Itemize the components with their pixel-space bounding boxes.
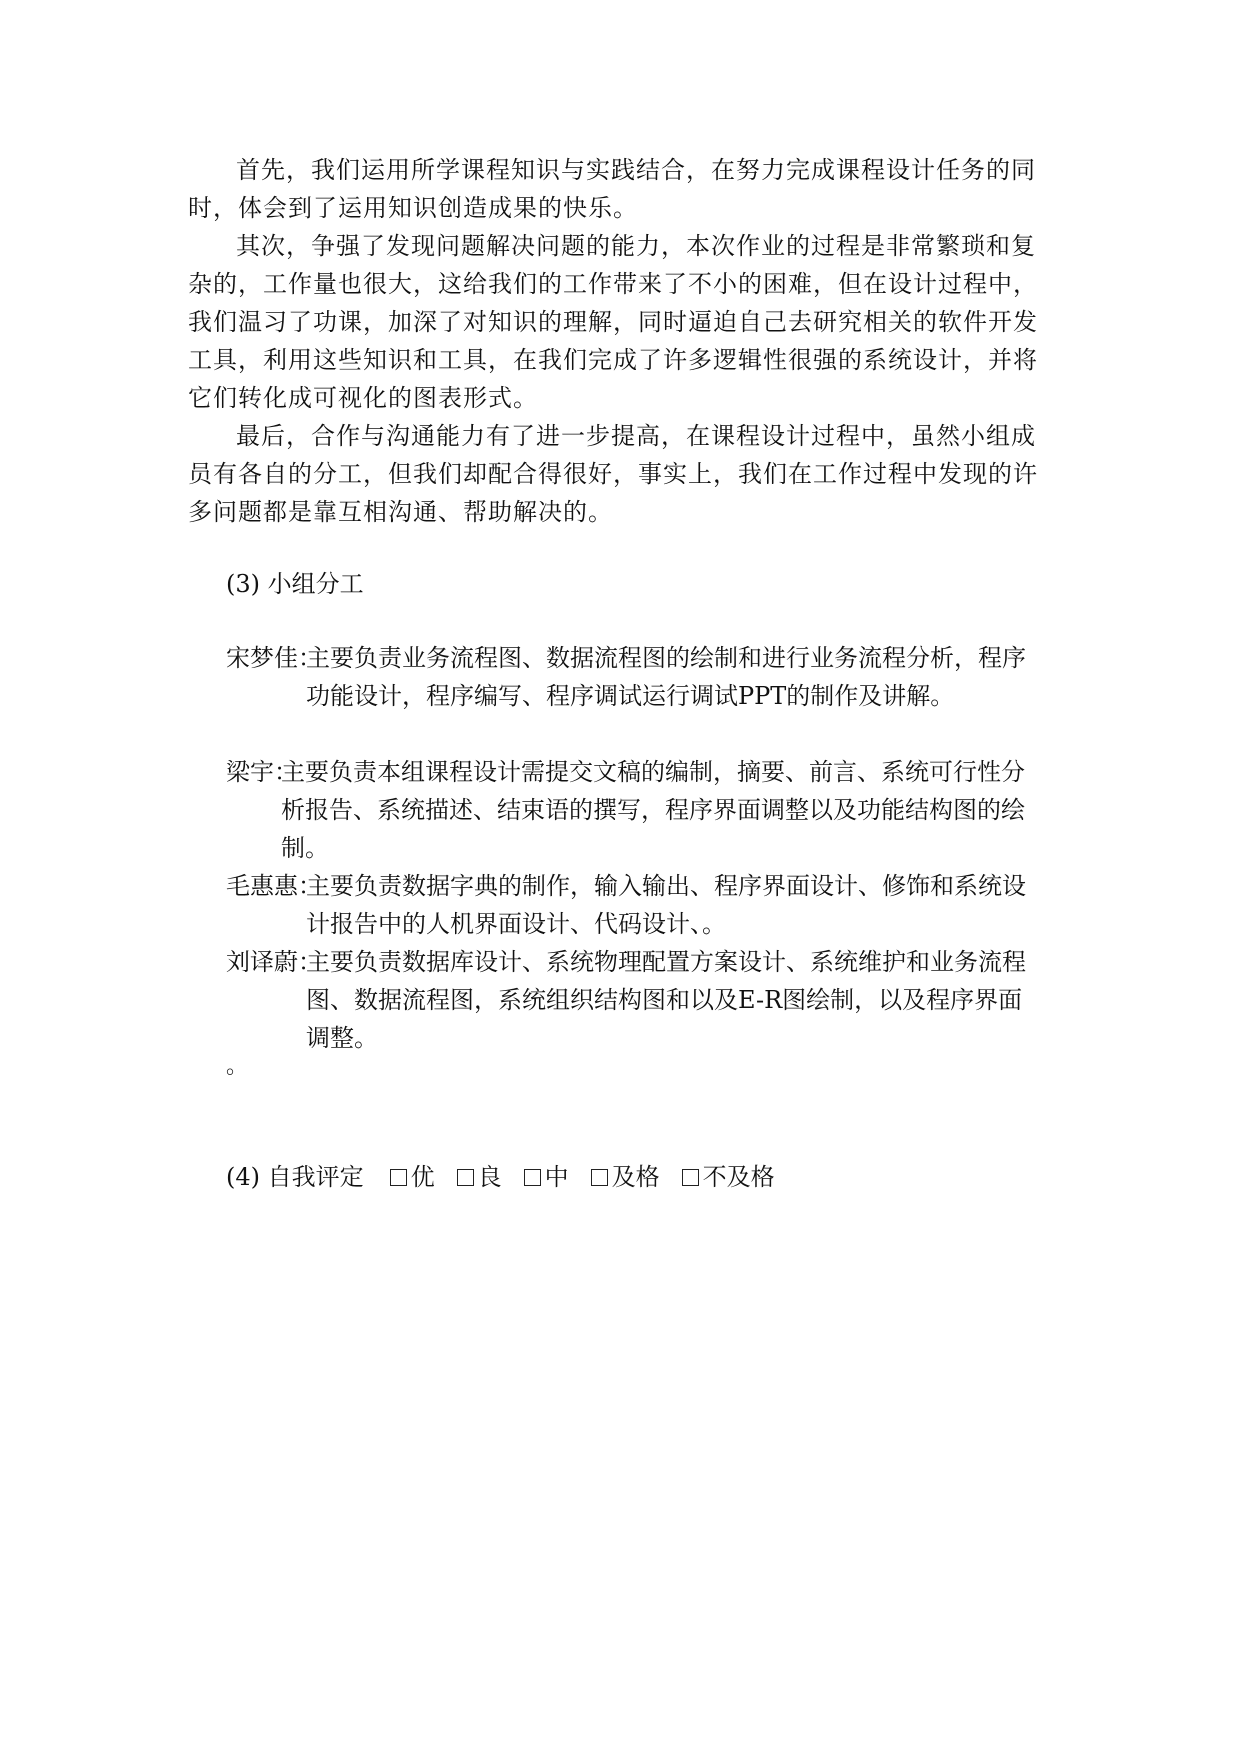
member-description-text: 主要负责数据库设计、系统物理配置方案设计、系统维护和业务流程图、数据流程图，系统组织结构图和以及E-R图绘制，以及程序界面调整。	[306, 948, 1026, 1052]
checkbox-icon[interactable]	[457, 1169, 474, 1186]
member-description	[306, 943, 1046, 1057]
rating-option-label: 中	[544, 1163, 569, 1191]
paragraph-first: 首先，我们运用所学课程知识与实践结合，在努力完成课程设计任务的同时，体会到了运用知识创造成果的快乐。	[188, 156, 1036, 222]
rating-option-label: 及格	[611, 1163, 660, 1191]
trailing-mark: 。	[226, 1054, 249, 1079]
rating-option-medium[interactable]	[524, 1158, 569, 1196]
rating-option-good[interactable]	[457, 1158, 502, 1196]
rating-option-excellent[interactable]	[390, 1158, 435, 1196]
paragraph-third: 最后，合作与沟通能力有了进一步提高，在课程设计过程中，虽然小组成员有各自的分工，但我们却配合得很好，事实上，我们在工作过程中发现的许多问题都是靠互相沟通、帮助解决的。	[188, 422, 1038, 526]
member-description	[281, 753, 1046, 867]
rating-option-label: 良	[477, 1163, 502, 1191]
paragraph-second: 其次，争强了发现问题解决问题的能力，本次作业的过程是非常繁琐和复杂的，工作量也很大，这给我们的工作带来了不小的困难，但在设计过程中，我们温习了功课，加深了对知识的理解，同时逼迫自己去研究相关的软件开发工具，利用这些知识和工具，在我们完成了许多逻辑性很强的系统设计，并将它们转化成可视化的图表形式。	[188, 232, 1038, 412]
member-name: 梁宇：	[226, 758, 298, 786]
checkbox-icon[interactable]	[591, 1169, 608, 1186]
member-description-text: 主要负责业务流程图、数据流程图的绘制和进行业务流程分析，程序功能设计，程序编写、程序调试运行调试PPT的制作及讲解。	[306, 644, 1026, 710]
member-name: 宋梦佳：	[226, 644, 322, 672]
member-description-text: 主要负责本组课程设计需提交文稿的编制，摘要、前言、系统可行性分析报告、系统描述、结束语的撰写，程序界面调整以及功能结构图的绘制。	[281, 758, 1025, 862]
checkbox-icon[interactable]	[524, 1169, 541, 1186]
section-heading-self-evaluation: (4) 自我评定	[226, 1163, 364, 1191]
rating-option-label: 优	[410, 1163, 435, 1191]
member-description	[306, 639, 1046, 715]
member-name: 刘译蔚：	[226, 948, 322, 976]
self-evaluation-row	[226, 1158, 797, 1196]
checkbox-icon[interactable]	[390, 1169, 407, 1186]
rating-option-label: 不及格	[702, 1163, 775, 1191]
member-description	[306, 867, 1046, 943]
section-heading-group-division: (3) 小组分工	[226, 570, 364, 598]
checkbox-icon[interactable]	[682, 1169, 699, 1186]
rating-option-fail[interactable]	[682, 1158, 775, 1196]
member-description-text: 主要负责数据字典的制作，输入输出、程序界面设计、修饰和系统设计报告中的人机界面设计、代码设计、。	[306, 872, 1026, 938]
member-name: 毛惠惠：	[226, 872, 322, 900]
rating-option-pass[interactable]	[591, 1158, 660, 1196]
